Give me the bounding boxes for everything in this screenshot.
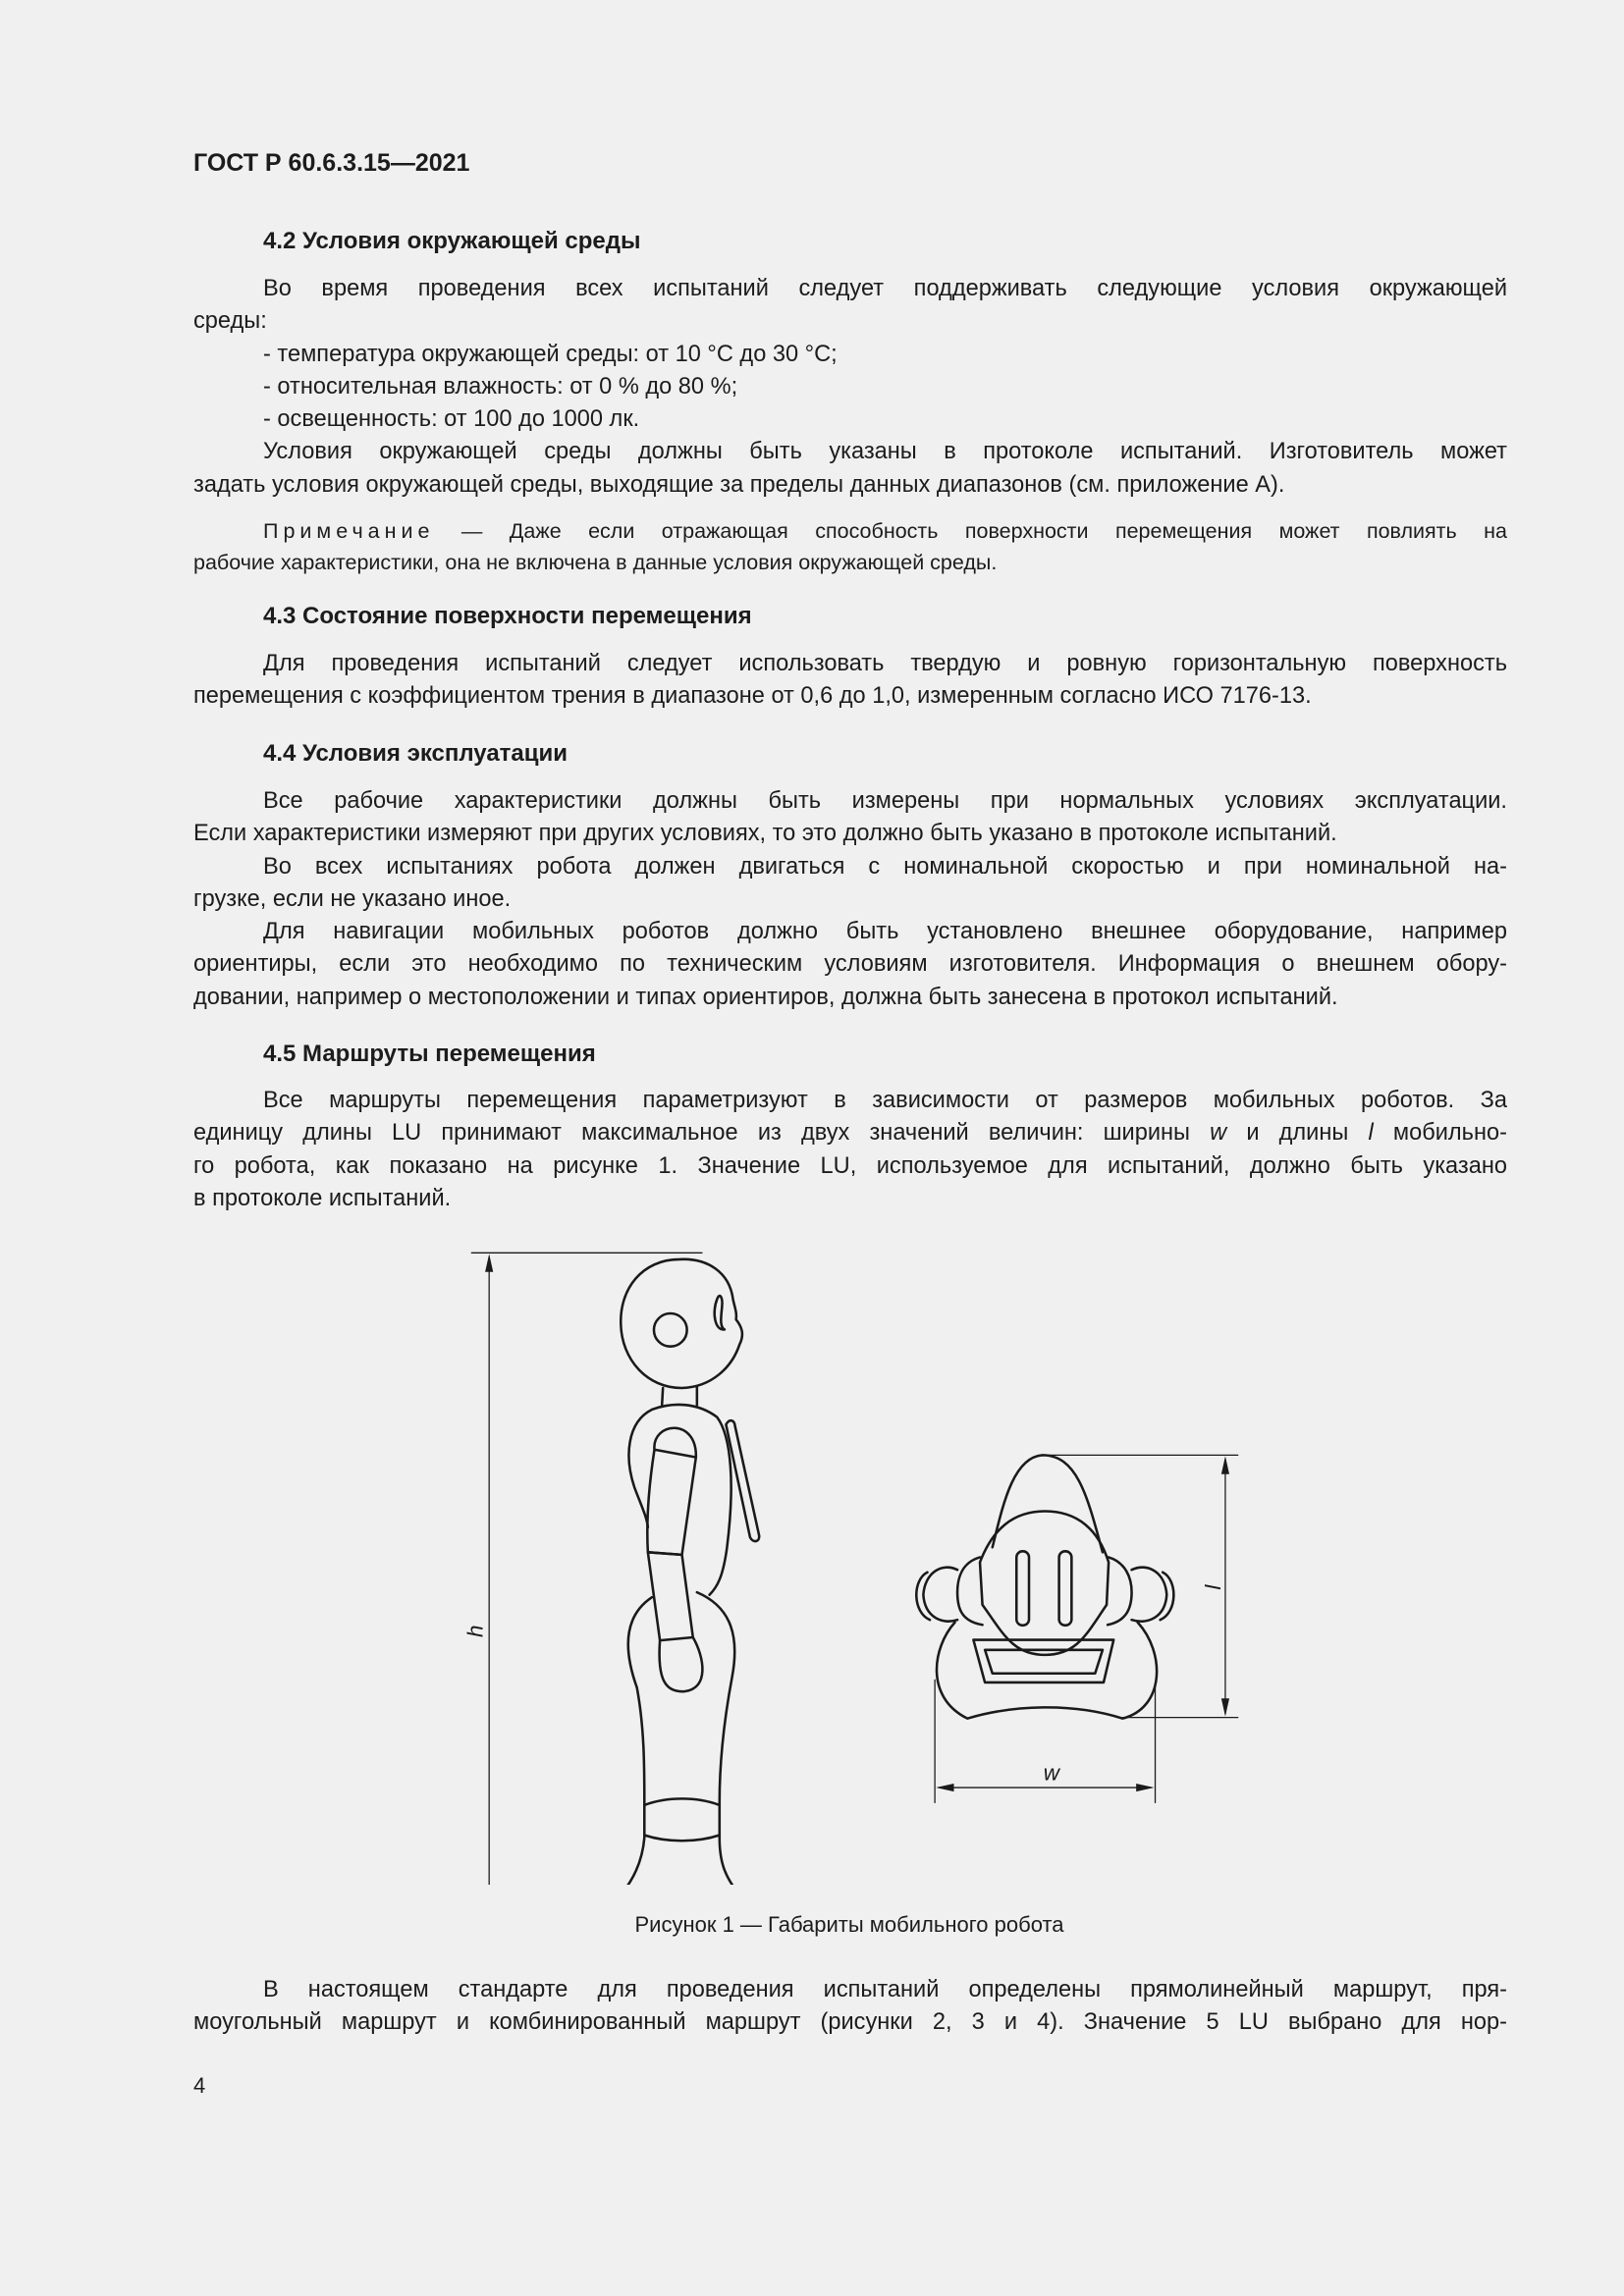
note-label: Примечание: [263, 519, 435, 543]
paragraph: [193, 1085, 1507, 1215]
robot-head: [621, 1259, 742, 1388]
robot-head-top: [980, 1512, 1109, 1655]
text-line: [193, 1117, 1507, 1149]
text-line: в протоколе испытаний.: [193, 1185, 452, 1211]
text-line: ориентиры, если это необходимо по техническим условиям изготовителя. Информация о внешнем обору-: [193, 951, 1507, 978]
robot-tray-outer: [973, 1640, 1113, 1682]
robot-shoulder-left: [957, 1557, 983, 1625]
text-line: перемещения с коэффициентом трения в диапазоне от 0,6 до 1,0, измеренным согласно ИСО 7176-13.: [193, 683, 1312, 710]
robot-hand: [660, 1637, 703, 1691]
text-line: Для проведения испытаний следует использовать твердую и ровную горизонтальную поверхность: [263, 651, 1507, 676]
robot-hand-right: [1132, 1568, 1174, 1622]
robot-base-top: [937, 1623, 1157, 1719]
text-line: Если характеристики измеряют при других условиях, то это должно быть указано в протоколе испытаний.: [193, 821, 1337, 847]
robot-tray-inner: [985, 1650, 1103, 1674]
section-heading-4-3: 4.3 Состояние поверхности перемещения: [263, 603, 752, 629]
text-line: Во время проведения всех испытаний следует поддерживать следующие условия окружающей: [263, 276, 1507, 301]
robot-hand-left: [916, 1568, 957, 1622]
label-l: l: [1200, 1584, 1225, 1590]
text-line: го робота, как показано на рисунке 1. Значение LU, используемое для испытаний, должно быть указано: [193, 1152, 1507, 1179]
text-line: моугольный маршрут и комбинированный маршрут (рисунки 2, 3 и 4). Значение 5 LU выбрано для нор-: [193, 2009, 1507, 2036]
paragraph: [193, 785, 1507, 1014]
text-line: грузке, если не указано иное.: [193, 885, 512, 912]
robot-side-view: [563, 1259, 782, 1885]
robot-forearm: [648, 1552, 693, 1640]
text-span: и длины: [1226, 1120, 1369, 1147]
note: [193, 515, 1507, 578]
robot-waist-band: [644, 1798, 720, 1841]
text-line: В настоящем стандарте для проведения испытаний определены прямолинейный маршрут, пря-: [263, 1977, 1507, 2002]
list-item: - температура окружающей среды: от 10 °С до 30 °С;: [263, 341, 838, 367]
robot-slot-left: [1016, 1551, 1029, 1625]
text-line: Во всех испытаниях робота должен двигаться с номинальной скоростью и при номинальной на-: [263, 853, 1507, 880]
label-h: h: [462, 1625, 488, 1638]
robot-neck: [662, 1387, 697, 1406]
paragraph: [193, 273, 1507, 502]
list-item: - освещенность: от 100 до 1000 лк.: [263, 406, 640, 433]
text-line: — Даже если отражающая способность поверхности перемещения может повлиять на: [434, 519, 1507, 543]
robot-top-view: [916, 1455, 1173, 1718]
symbol-w: w: [1210, 1120, 1227, 1147]
symbol-l: l: [1368, 1120, 1374, 1147]
list-item: - относительная влажность: от 0 % до 80 %;: [263, 373, 738, 400]
document-header: ГОСТ Р 60.6.3.15—2021: [193, 149, 470, 177]
text-line: Для навигации мобильных роботов должно быть установлено внешнее оборудование, например: [263, 919, 1507, 945]
dimension-w: [935, 1680, 1155, 1802]
text-line: довании, например о местоположении и типах ориентиров, должна быть занесена в протокол испытаний.: [193, 984, 1338, 1010]
text-line: среды:: [193, 308, 267, 335]
robot-eye: [654, 1313, 687, 1347]
figure-robot-dimensions: [461, 1237, 1247, 1885]
section-heading-4-4: 4.4 Условия эксплуатации: [263, 740, 568, 767]
robot-hood: [993, 1455, 1103, 1552]
section-heading-4-5: 4.5 Маршруты перемещения: [263, 1041, 596, 1067]
robot-upper-arm: [647, 1428, 696, 1555]
text-line: рабочие характеристики, она не включена в данные условия окружающей среды.: [193, 551, 998, 574]
paragraph: [193, 1974, 1507, 2040]
text-line: Все рабочие характеристики должны быть измерены при нормальных условиях эксплуатации.: [263, 788, 1507, 814]
page-number: 4: [193, 2073, 206, 2098]
figure-caption: Рисунок 1 — Габариты мобильного робота: [634, 1912, 1064, 1937]
paragraph: [193, 648, 1507, 714]
robot-torso: [629, 1405, 731, 1595]
section-heading-4-2: 4.2 Условия окружающей среды: [263, 228, 641, 254]
robot-ear: [715, 1296, 725, 1329]
robot-slot-right: [1059, 1551, 1072, 1625]
text-line: Условия окружающей среды должны быть указаны в протоколе испытаний. Изготовитель может: [263, 439, 1507, 465]
dimension-h: [463, 1253, 702, 1885]
text-span: мобильно-: [1373, 1120, 1507, 1147]
text-line: Все маршруты перемещения параметризуют в зависимости от размеров мобильных роботов. За: [263, 1088, 1507, 1113]
robot-shoulder-right: [1108, 1557, 1131, 1625]
label-w: w: [1043, 1760, 1060, 1786]
text-span: единицу длины LU принимают максимальное из двух значений величин: ширины: [193, 1120, 1211, 1147]
text-line: задать условия окружающей среды, выходящие за пределы данных диапазонов (см. приложение А).: [193, 471, 1285, 498]
